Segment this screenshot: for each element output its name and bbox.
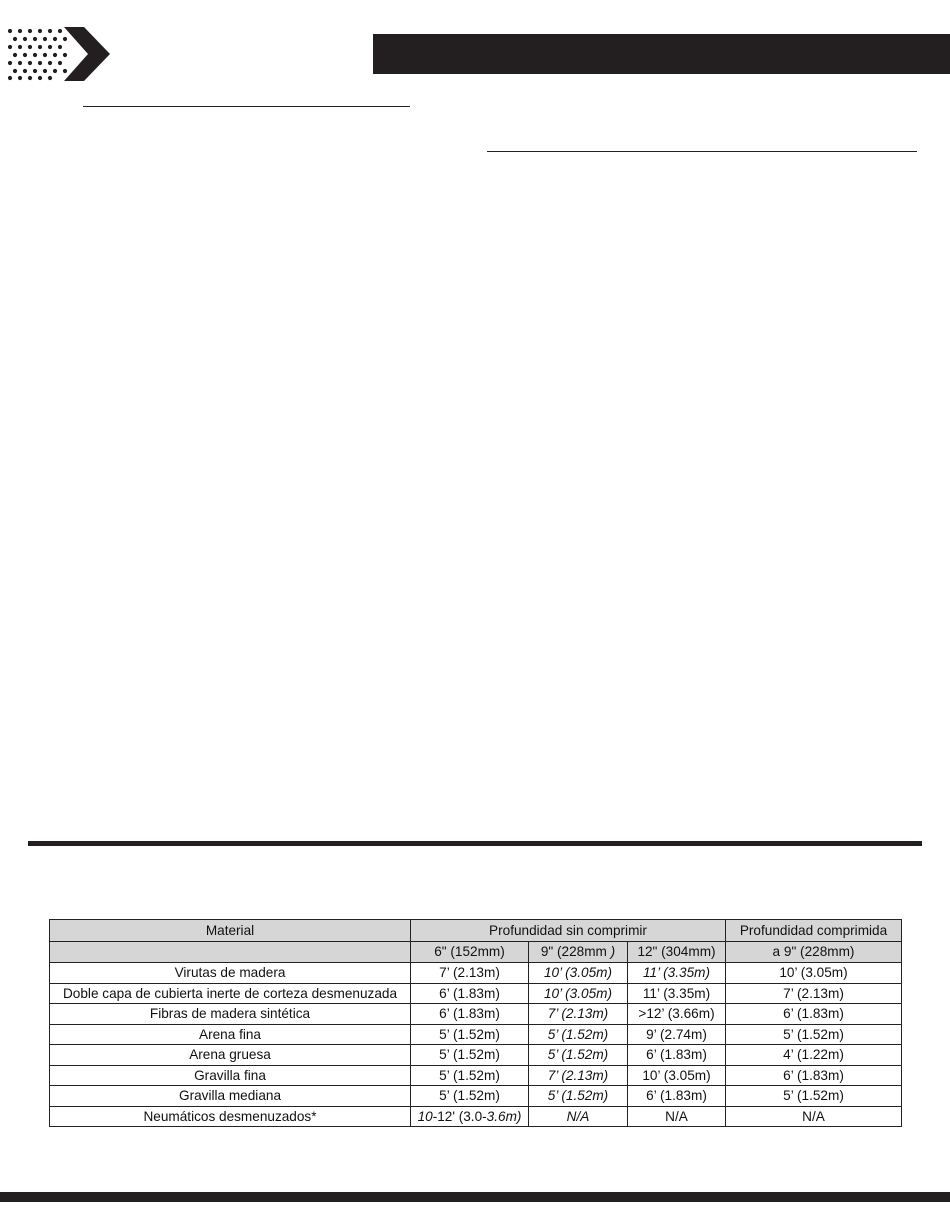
cell-material: Doble capa de cubierta inerte de corteza desmenuzada [50,983,411,1004]
cell-9in: 5’ (1.52m) [529,1045,628,1066]
cell-6in: 5’ (1.52m) [411,1024,529,1045]
cell-12in: 9’ (2.74m) [628,1024,726,1045]
cell-compressed: N/A [726,1106,902,1127]
cell-material: Neumáticos desmenuzados* [50,1106,411,1127]
left-column-rule [83,106,410,107]
cell-9in: 7’ (2.13m) [529,1004,628,1025]
cell-material: Virutas de madera [50,963,411,984]
cell-12in: 11’ (3.35m) [628,983,726,1004]
right-column-rule [487,151,917,152]
header-bar [373,34,950,74]
cell-6in: 5’ (1.52m) [411,1045,529,1066]
cell-6in: 7’ (2.13m) [411,963,529,984]
cell-12in: >12’ (3.66m) [628,1004,726,1025]
table-row [50,1086,902,1107]
cell-9in: 5’ (1.52m) [529,1086,628,1107]
table-subheader-row [50,941,902,963]
header-compressed: Profundidad comprimida [726,920,902,942]
cell-6in: 6’ (1.83m) [411,983,529,1004]
cell-compressed: 4’ (1.22m) [726,1045,902,1066]
cell-compressed: 5’ (1.52m) [726,1086,902,1107]
cell-compressed: 6’ (1.83m) [726,1065,902,1086]
cell-12in: 10’ (3.05m) [628,1065,726,1086]
cell-6in: 10-12' (3.0-3.6m) [411,1106,529,1127]
cell-compressed: 6’ (1.83m) [726,1004,902,1025]
cell-9in: 5’ (1.52m) [529,1024,628,1045]
cell-material: Arena fina [50,1024,411,1045]
cell-material: Fibras de madera sintética [50,1004,411,1025]
table-header-row [50,920,902,942]
table-row [50,963,902,984]
table-row [50,1106,902,1127]
chevron-dots-arrow-icon [4,26,112,82]
header-uncompressed: Profundidad sin comprimir [411,920,726,942]
table-row [50,1065,902,1086]
subheader-empty [50,941,411,963]
table-row [50,1045,902,1066]
cell-material: Gravilla mediana [50,1086,411,1107]
cell-material: Arena gruesa [50,1045,411,1066]
section-divider [28,841,922,846]
cell-9in: 10’ (3.05m) [529,963,628,984]
cell-9in: N/A [529,1106,628,1127]
cell-6in: 6’ (1.83m) [411,1004,529,1025]
subheader-compressed-9in: a 9" (228mm) [726,941,902,963]
cell-material: Gravilla fina [50,1065,411,1086]
subheader-6in: 6" (152mm) [411,941,529,963]
cell-compressed: 5’ (1.52m) [726,1024,902,1045]
subheader-9in: 9" (228mm ) [529,941,628,963]
subheader-12in: 12" (304mm) [628,941,726,963]
cell-6in: 5’ (1.52m) [411,1065,529,1086]
table-row [50,983,902,1004]
footer-bar [0,1192,950,1202]
header-material: Material [50,920,411,942]
table-row [50,1004,902,1025]
cell-12in: 11’ (3.35m) [628,963,726,984]
cell-9in: 10’ (3.05m) [529,983,628,1004]
cell-6in: 5’ (1.52m) [411,1086,529,1107]
cell-12in: 6’ (1.83m) [628,1045,726,1066]
cell-9in: 7’ (2.13m) [529,1065,628,1086]
cell-12in: N/A [628,1106,726,1127]
cell-compressed: 7’ (2.13m) [726,983,902,1004]
table-row [50,1024,902,1045]
fall-height-table [49,919,902,1127]
cell-12in: 6’ (1.83m) [628,1086,726,1107]
cell-compressed: 10’ (3.05m) [726,963,902,984]
